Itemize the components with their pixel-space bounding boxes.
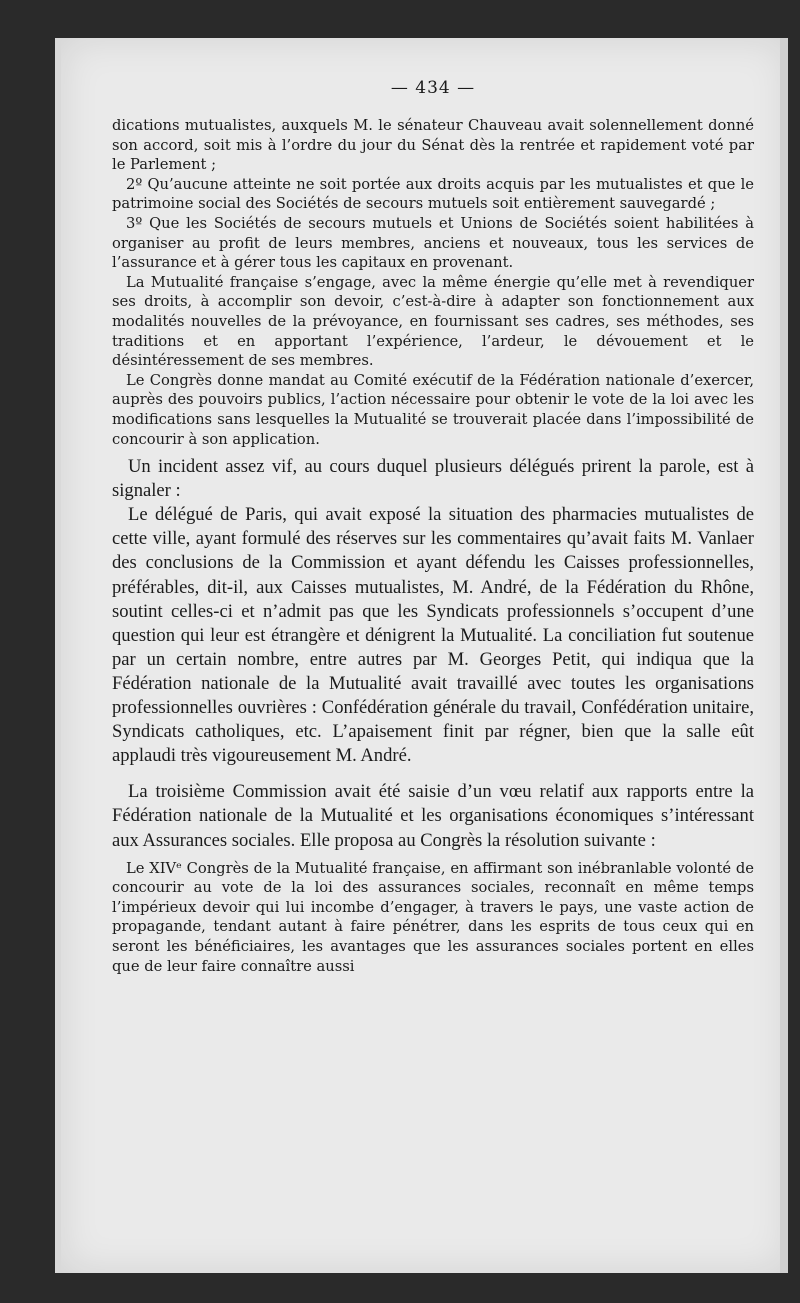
paragraph-continuation: dications mutualistes, auxquels M. le sénateur Chauveau avait solennellement donné son accord, soit mis à l’ordre du jour du Sénat dès la rentrée et rapidement voté par le Parlement ; — [112, 117, 754, 174]
paragraph-mutualite-engagement: La Mutualité française s’engage, avec la même énergie qu’elle met à revendiquer ses droits, à accomplir son devoir, c’est-à-dire à adapter son fonctionnement aux modalités nouvelles de la prévoyance, en fournissant ses cadres, ses méthodes, ses traditions et en apportant l’expérience, l’ardeur, le dévouement et le désintéressement de ses membres. — [112, 273, 754, 370]
paragraph-delegue-paris: Le délégué de Paris, qui avait exposé la situation des pharmacies mutualistes de cette ville, ayant formulé des réserves sur les commentaires qu’avait faits M. Vanlaer des conclusions de la Commission et ayant défendu les Caisses professionnelles, préférables, dit-il, aux Caisses mutualistes, M. André, de la Fédération du Rhône, soutint celles-ci et n’admit pas que les Syndicats professionnels s’occupent d’une question qui leur est étrangère et dénigrent la Mutualité. La conciliation fut soutenue par un certain nombre, entre autres par M. Georges Petit, qui indiqua que la Fédération nationale de la Mutualité avait travaillé avec toutes les organisations professionnelles ouvrières : Confédération générale du travail, Confédération unitaire, Syndicats catholiques, etc. L’apaisement finit par régner, bien que la salle eût applaudi très vigoureusement M. André. — [112, 504, 754, 767]
page-edge — [780, 38, 788, 1273]
paragraph-item-3: 3º Que les Sociétés de secours mutuels et Unions de Sociétés soient habilitées à organiser au profit de leurs membres, anciens et nouveaux, tous les services de l’assurance et à gérer tous les capitaux en provenant. — [112, 214, 754, 272]
paragraph-troisieme-commission: La troisième Commission avait été saisie d’un vœu relatif aux rapports entre la Fédération nationale de la Mutualité et les organisations économiques s’intéressant aux Assurances sociales. Elle proposa au Congrès la résolution suivante : — [112, 781, 754, 851]
page-number: — 434 — — [390, 78, 476, 98]
paragraph-incident: Un incident assez vif, au cours duquel plusieurs délégués prirent la parole, est à signaler : — [112, 456, 754, 502]
page-content — [112, 78, 754, 976]
paragraph-congres-mandat: Le Congrès donne mandat au Comité exécutif de la Fédération nationale d’exercer, auprès des pouvoirs publics, l’action nécessaire pour obtenir le vote de la loi avec les modifications sans lesquelles la Mutualité se trouverait placée dans l’impossibilité de concourir à son application. — [112, 371, 754, 448]
paragraph-resolution: Le XIVᵉ Congrès de la Mutualité française, en affirmant son inébranlable volonté de concourir au vote de la loi des assurances sociales, reconnaît en même temps l’impérieux devoir qui lui incombe d’engager, à travers le pays, une vaste action de propagande, tendant autant à faire pénétrer, dans les esprits de tous ceux qui en seront les bénéficiaires, les avantages que les assurances sociales portent en elles que de leur faire connaître aussi — [112, 859, 754, 975]
paragraph-item-2: 2º Qu’aucune atteinte ne soit portée aux droits acquis par les mutualistes et que le patrimoine social des Sociétés de secours mutuels soit entièrement sauvegardé ; — [112, 175, 754, 213]
